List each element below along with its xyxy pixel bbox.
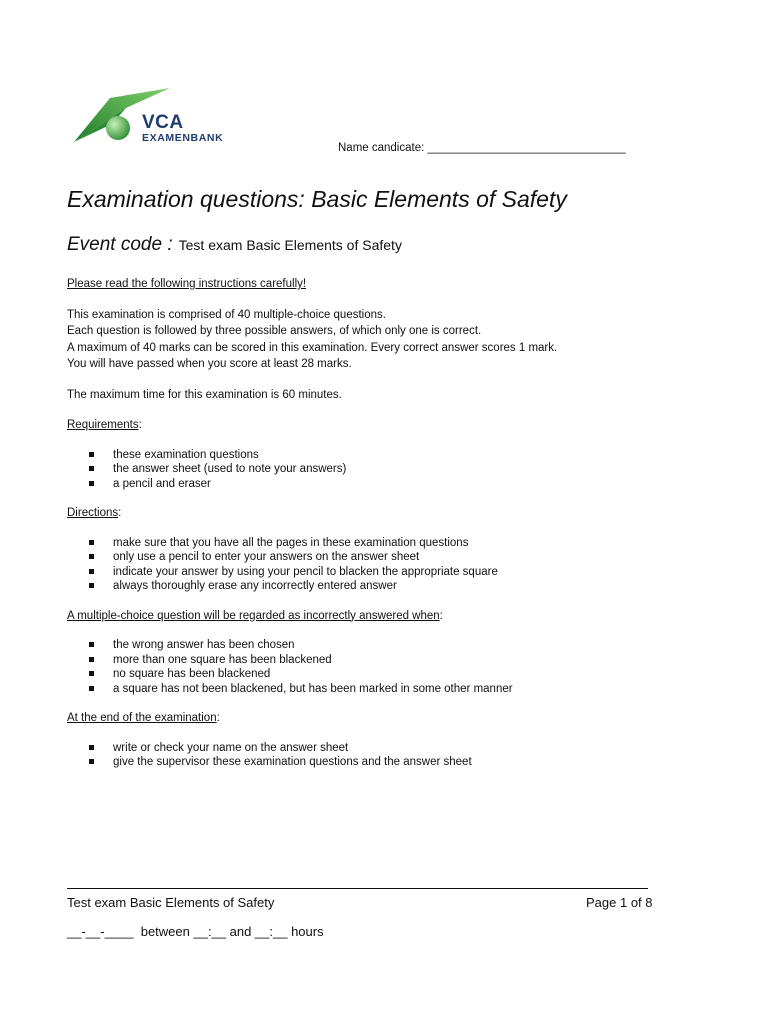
list-item: no square has been blackened xyxy=(89,667,687,682)
list-item: a pencil and eraser xyxy=(89,477,687,492)
end-list xyxy=(67,741,687,770)
instructions-heading: Please read the following instructions carefully! xyxy=(67,278,307,290)
incorrect-list xyxy=(67,638,687,696)
list-item: indicate your answer by using your pencil to blacken the appropriate square xyxy=(89,565,687,580)
list-item: these examination questions xyxy=(89,448,687,463)
list-item: write or check your name on the answer sheet xyxy=(89,741,687,756)
event-code-value: Test exam Basic Elements of Safety xyxy=(178,237,402,253)
footer-divider xyxy=(67,888,648,889)
requirements-heading: Requirements: xyxy=(67,419,142,431)
event-code-label: Event code : xyxy=(67,234,173,255)
intro-line: A maximum of 40 marks can be scored in this examination. Every correct answer scores 1 mark. xyxy=(67,341,558,354)
instructions xyxy=(67,276,687,770)
list-item: the answer sheet (used to note your answers) xyxy=(89,462,687,477)
name-candidate-field: Name candicate: _______________________________ xyxy=(338,142,626,154)
list-item: a square has not been blackened, but has been marked in some other manner xyxy=(89,682,687,697)
intro-line: You will have passed when you score at least 28 marks. xyxy=(67,358,352,370)
time-line: The maximum time for this examination is 60 minutes. xyxy=(67,388,342,401)
logo-text-vca: VCA xyxy=(142,112,184,133)
end-heading: At the end of the examination: xyxy=(67,712,220,724)
intro-line: Each question is followed by three possible answers, of which only one is correct. xyxy=(67,325,482,337)
list-item: more than one square has been blackened xyxy=(89,653,687,668)
document-title: Examination questions: Basic Elements of Safety xyxy=(67,186,567,212)
directions-list xyxy=(67,536,687,594)
directions-heading: Directions: xyxy=(67,507,122,519)
vca-logo xyxy=(72,86,242,148)
logo-text-examenbank: EXAMENBANK xyxy=(142,132,224,144)
footer-page-number: Page 1 of 8 xyxy=(586,895,653,910)
intro-line: This examination is comprised of 40 multiple-choice questions. xyxy=(67,308,386,321)
requirements-list xyxy=(67,448,687,492)
list-item: only use a pencil to enter your answers on the answer sheet xyxy=(89,550,687,565)
footer-date-time: __-__-____ between __:__ and __:__ hours xyxy=(67,924,324,939)
list-item: the wrong answer has been chosen xyxy=(89,638,687,653)
event-code xyxy=(67,234,402,256)
incorrect-heading: A multiple-choice question will be regarded as incorrectly answered when: xyxy=(67,609,443,622)
list-item: give the supervisor these examination questions and the answer sheet xyxy=(89,755,687,770)
list-item: make sure that you have all the pages in these examination questions xyxy=(89,536,687,551)
list-item: always thoroughly erase any incorrectly entered answer xyxy=(89,579,687,594)
footer-document-name: Test exam Basic Elements of Safety xyxy=(67,895,275,910)
